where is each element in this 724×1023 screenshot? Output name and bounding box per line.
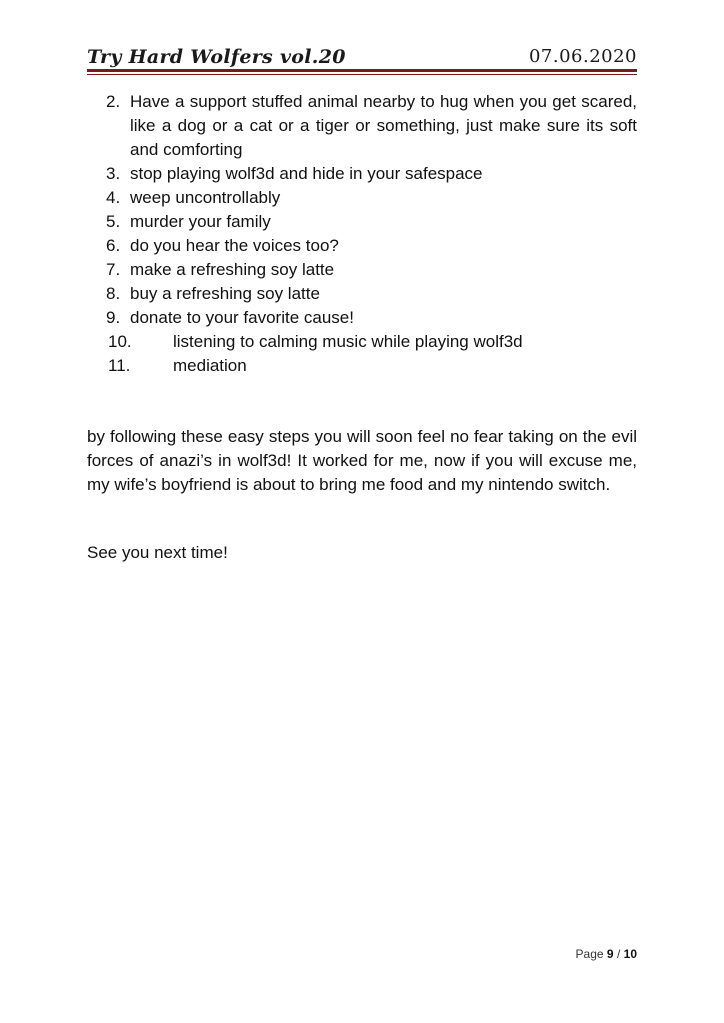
list-item-text: buy a refreshing soy latte [130,284,320,303]
list-item [87,210,637,234]
list-item [87,186,637,210]
list-item-text: listening to calming music while playing wolf3d [173,332,523,351]
list-item-text: murder your family [130,212,271,231]
list-item [87,282,637,306]
header-rule-thick [87,69,637,72]
header-title: Try Hard Wolfers vol.20 [87,46,346,68]
body-paragraph: by following these easy steps you will soon feel no fear taking on the evil forces of anazi’s in wolf3d! It worked for me, now if you will excuse me, my wife’s boyfriend is about to bring me food and my nintendo switch. [87,427,637,494]
page-footer [576,947,637,961]
list-item-number: 9. [106,308,121,327]
list-item-text: weep uncontrollably [130,188,281,207]
current-page-number: 9 [606,947,614,961]
list-item-number: 5. [106,212,121,231]
list-item-text: make a refreshing soy latte [130,260,335,279]
list-item [87,234,637,258]
list-item [87,258,637,282]
numbered-list [87,90,637,378]
list-item-number: 3. [106,164,121,183]
list-item [87,162,637,186]
header-rule-thin [87,74,637,75]
list-item [87,354,637,378]
list-item [87,306,637,330]
list-item [87,330,637,354]
list-item-number: 11. [108,356,131,375]
header-date: 07.06.2020 [528,46,637,67]
list-item-number: 6. [106,236,121,255]
list-item-number: 2. [106,92,121,111]
list-item-number: 10. [108,332,132,351]
list-item-text: stop playing wolf3d and hide in your safespace [130,164,483,183]
list-item-number: 7. [106,260,121,279]
page-header [87,40,637,68]
list-item-text: mediation [173,356,247,375]
closing-paragraph: See you next time! [87,543,228,562]
list-item-text: Have a support stuffed animal nearby to hug when you get scared, like a dog or a cat or a tiger or something, just make sure its soft and comforting [130,92,637,159]
page-separator: / [616,947,621,961]
list-item-text: donate to your favorite cause! [130,308,354,327]
list-item-text: do you hear the voices too? [130,236,339,255]
list-item [87,90,637,162]
page-label: Page [575,947,604,961]
list-item-number: 4. [106,188,121,207]
total-pages-number: 10 [623,947,637,961]
list-item-number: 8. [106,284,121,303]
